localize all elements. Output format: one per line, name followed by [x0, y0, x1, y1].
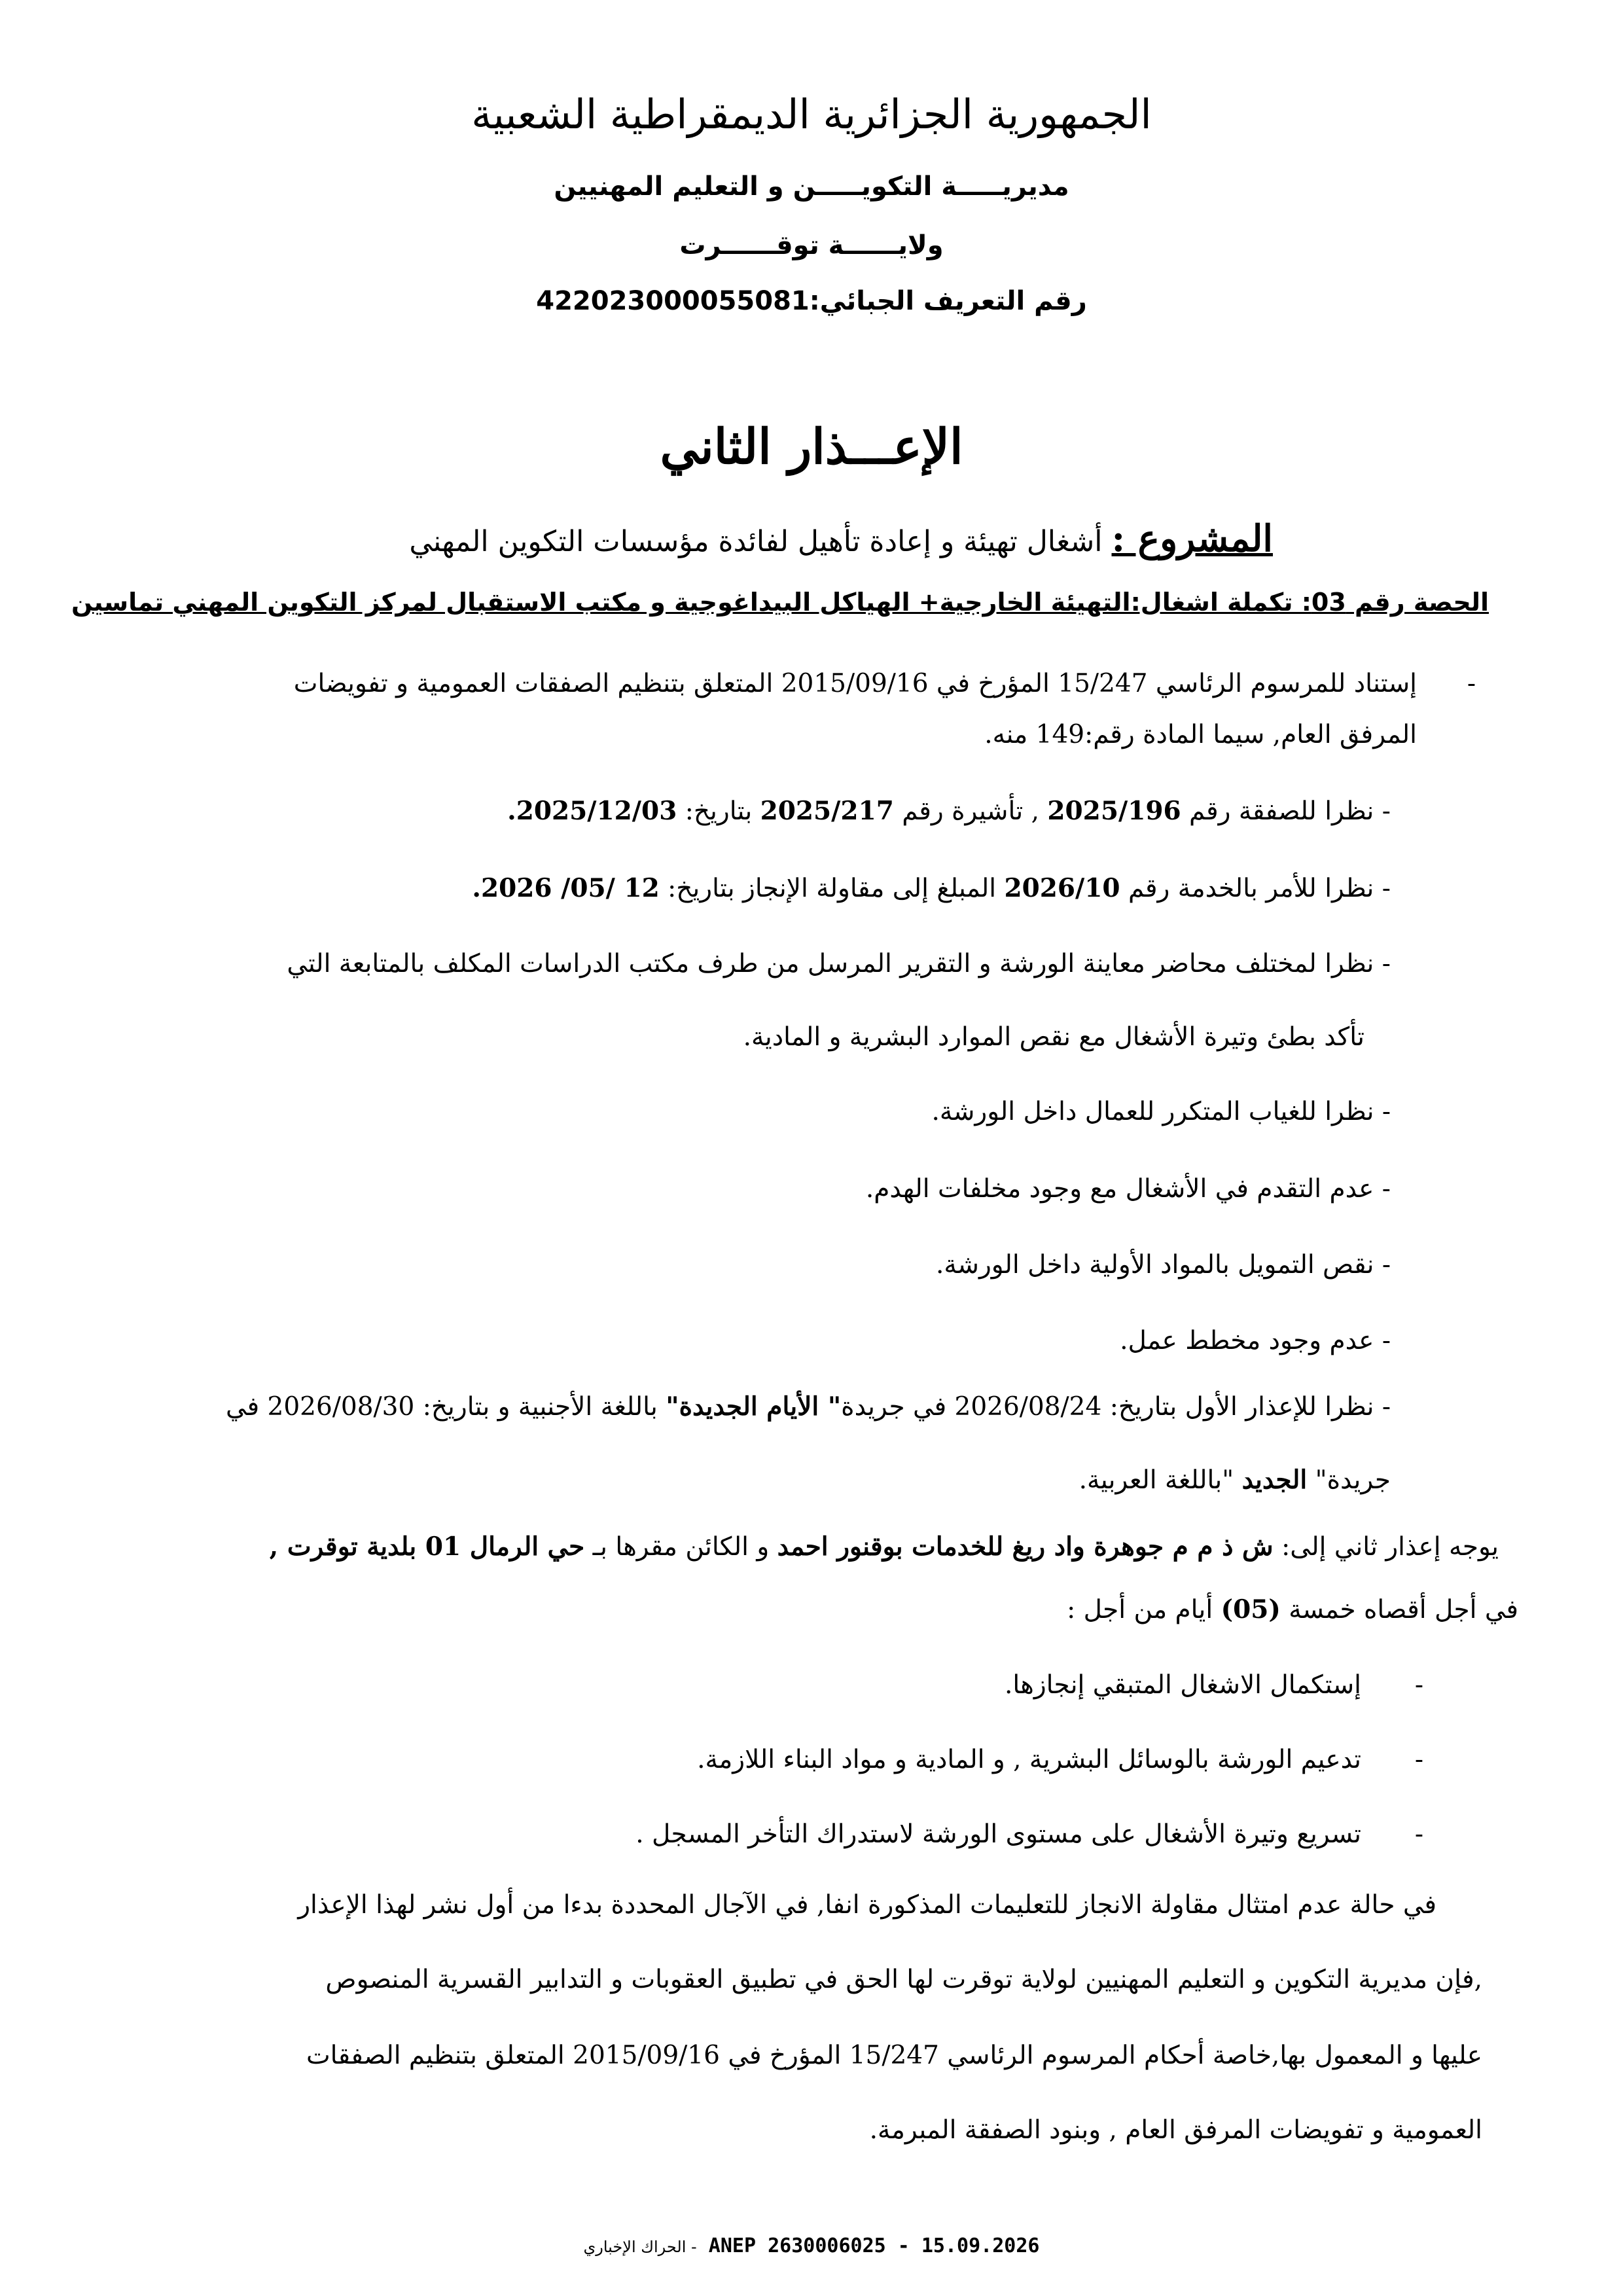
- notice-text: يوجه إعذار ثاني إلى:: [1273, 1532, 1499, 1562]
- first-notice-line1: [226, 1391, 1391, 1422]
- anep-reference: ANEP 2630006025 - 15.09.2026: [708, 2234, 1040, 2257]
- tax-id: رقم التعريف الجبائي:422023000055081: [536, 286, 1087, 316]
- contract-date: 2025/12/03.: [507, 796, 677, 826]
- notice-recipient: [270, 1532, 1499, 1562]
- newspaper-prefix: جريدة": [1307, 1465, 1391, 1495]
- visa-text: , تأشيرة رقم: [893, 797, 1048, 826]
- newspaper-source: الحراك الإخباري: [583, 2238, 687, 2256]
- newspaper-arabic: الجديد: [1241, 1465, 1308, 1495]
- newspaper-suffix: "باللغة العربية.: [1079, 1465, 1242, 1495]
- no-progress-reason: - عدم التقدم في الأشغال مع وجود مخلفات الهدم.: [865, 1174, 1391, 1204]
- deadline-text-cont: أيام من أجل :: [1067, 1595, 1221, 1624]
- newspaper-foreign: " الأيام الجديدة": [666, 1391, 842, 1422]
- inspection-reports-line2: تأكد بطئ وتيرة الأشغال مع نقص الموارد البشرية و المادية.: [743, 1022, 1364, 1052]
- bullet-dash: -: [1414, 1820, 1423, 1849]
- decree-reference-line1: إستناد للمرسوم الرئاسي 15/247 المؤرخ في 2015/09/16 المتعلق بتنظيم الصفقات العمومية و تفويضات: [293, 669, 1417, 698]
- first-notice-text: - نظرا للإعذار الأول بتاريخ: 2026/08/24 في جريدة: [841, 1392, 1391, 1422]
- decree-reference-line2: المرفق العام, سيما المادة رقم:149 منه.: [984, 720, 1417, 749]
- service-order-text: - نظرا للأمر بالخدمة رقم: [1120, 874, 1391, 903]
- absence-reason: - نظرا للغياب المتكرر للعمال داخل الورشة.: [931, 1097, 1391, 1126]
- contract-reference: [507, 796, 1391, 826]
- bullet-dash: -: [1414, 1670, 1423, 1700]
- requirement-item: إستكمال الاشغال المتبقي إنجازها.: [1004, 1670, 1361, 1700]
- first-notice-text-cont: باللغة الأجنبية و بتاريخ: 2026/08/30 في: [225, 1392, 666, 1422]
- publication-footer: ANEP 2630006025 - 15.09.2026 - الحراك الإخباري: [583, 2234, 1040, 2257]
- first-notice-line2: [1079, 1465, 1391, 1495]
- wilaya-name: ولايــــــة توقــــــرت: [679, 230, 944, 260]
- contract-number: 2025/196: [1047, 796, 1181, 826]
- project-label: المشروع :: [1111, 517, 1273, 560]
- closing-line: في حالة عدم امتثال مقاولة الانجاز للتعليمات المذكورة انفا, في الآجال المحددة بدءا من أول نشر لهذا الإعذار: [298, 1890, 1436, 1920]
- closing-line: ,فإن مديرية التكوين و التعليم المهنيين لولاية توقرت لها الحق في تطبيق العقوبات و التدابير القسرية المنصوص: [325, 1965, 1482, 1994]
- requirement-item: تدعيم الورشة بالوسائل البشرية , و المادية و مواد البناء اللازمة.: [697, 1745, 1361, 1774]
- company-address: حي الرمال 01 بلدية توقرت ,: [269, 1532, 585, 1562]
- deadline-line: [1067, 1594, 1518, 1624]
- bullet-dash: -: [1414, 1745, 1423, 1774]
- inspection-reports-line1: - نظرا لمختلف محاضر معاينة الورشة و التقرير المرسل من طرف مكتب الدراسات المكلف بالمتابعة التي: [287, 949, 1391, 978]
- date-text: بتاريخ:: [677, 797, 760, 826]
- project-line: [409, 517, 1273, 560]
- closing-line: العمومية و تفويضات المرفق العام , وبنود الصفقة المبرمة.: [869, 2115, 1482, 2145]
- funding-reason: - نقص التمويل بالمواد الأولية داخل الورشة.: [935, 1250, 1391, 1280]
- no-work-plan-reason: - عدم وجود مخطط عمل.: [1120, 1326, 1391, 1355]
- closing-line: عليها و المعمول بها,خاصة أحكام المرسوم الرئاسي 15/247 المؤرخ في 2015/09/16 المتعلق بتنظيم الصفقات: [306, 2041, 1482, 2070]
- company-name: ش ذ م م جوهرة واد ريغ للخدمات بوقنور احمد: [777, 1532, 1274, 1562]
- directorate-name: مديريـــــة التكويـــــن و التعليم المهنيين: [554, 171, 1069, 202]
- country-name: الجمهورية الجزائرية الديمقراطية الشعبية: [471, 90, 1152, 138]
- deadline-text: في أجل أقصاه خمسة: [1280, 1595, 1518, 1624]
- bullet-dash: -: [1467, 669, 1476, 698]
- service-order-date-text: المبلغ إلى مقاولة الإنجاز بتاريخ:: [659, 874, 1005, 903]
- project-text: أشغال تهيئة و إعادة تأهيل لفائدة مؤسسات التكوين المهني: [409, 525, 1112, 558]
- service-order-number: 2026/10: [1004, 873, 1120, 903]
- contract-text: - نظرا للصفقة رقم: [1181, 797, 1391, 826]
- service-order-reference: [472, 873, 1391, 903]
- service-order-date: 12 /05/ 2026.: [472, 873, 660, 903]
- visa-number: 2025/217: [760, 796, 894, 826]
- lot-line: الحصة رقم 03: تكملة اشغال:التهيئة الخارجية+ الهياكل البيداغوجية و مكتب الاستقبال لمركز التكوين المهني تماسين: [71, 588, 1489, 617]
- requirement-item: تسريع وتيرة الأشغال على مستوى الورشة لاستدراك التأخر المسجل .: [635, 1820, 1361, 1849]
- deadline-days: (05): [1221, 1594, 1281, 1624]
- notice-title: الإعـــذار الثاني: [660, 419, 963, 475]
- address-text: و الكائن مقرها بـ: [584, 1532, 777, 1562]
